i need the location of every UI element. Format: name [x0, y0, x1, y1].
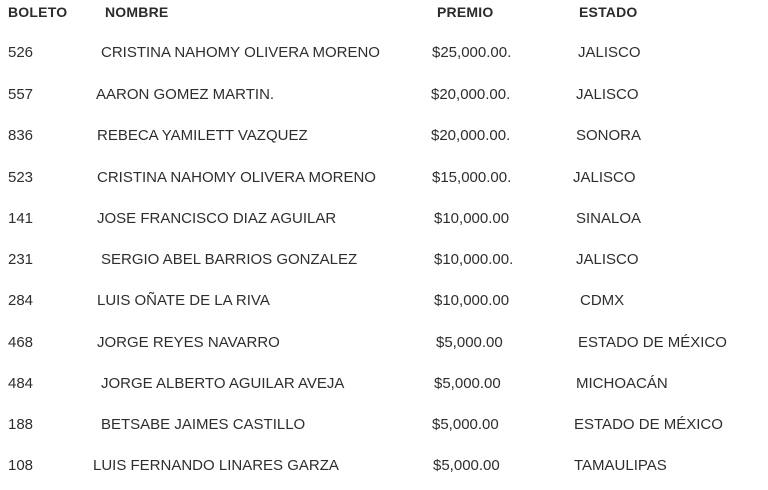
- premio-cell: $15,000.00.: [432, 169, 512, 186]
- header-estado: ESTADO: [579, 4, 638, 20]
- premio-cell: $10,000.00.: [434, 251, 514, 268]
- table-header: [0, 4, 768, 24]
- nombre-cell: JORGE REYES NAVARRO: [97, 334, 280, 351]
- boleto-cell: 284: [8, 292, 34, 309]
- boleto-cell: 836: [8, 127, 34, 144]
- nombre-cell: LUIS OÑATE DE LA RIVA: [97, 292, 270, 309]
- nombre-cell: LUIS FERNANDO LINARES GARZA: [93, 457, 339, 474]
- nombre-cell: JOSE FRANCISCO DIAZ AGUILAR: [97, 210, 337, 227]
- estado-cell: ESTADO DE MÉXICO: [578, 334, 727, 351]
- boleto-cell: 526: [8, 44, 34, 61]
- estado-cell: JALISCO: [578, 44, 641, 61]
- premio-cell: $5,000.00: [436, 334, 503, 351]
- table-row: [0, 457, 768, 479]
- estado-cell: SONORA: [576, 127, 642, 144]
- table-row: [0, 86, 768, 108]
- boleto-cell: 557: [8, 86, 34, 103]
- header-boleto: BOLETO: [8, 4, 68, 20]
- estado-cell: JALISCO: [576, 251, 639, 268]
- premio-cell: $5,000.00: [434, 375, 501, 392]
- premio-cell: $10,000.00: [434, 210, 510, 227]
- boleto-cell: 188: [8, 416, 34, 433]
- table-row: [0, 292, 768, 314]
- nombre-cell: CRISTINA NAHOMY OLIVERA MORENO: [97, 169, 376, 186]
- premio-cell: $25,000.00.: [432, 44, 512, 61]
- table-row: [0, 210, 768, 232]
- header-premio: PREMIO: [437, 4, 494, 20]
- nombre-cell: JORGE ALBERTO AGUILAR AVEJA: [101, 375, 345, 392]
- table-row: [0, 251, 768, 273]
- estado-cell: JALISCO: [576, 86, 639, 103]
- table-row: [0, 44, 768, 66]
- estado-cell: JALISCO: [573, 169, 636, 186]
- table-row: [0, 416, 768, 438]
- premio-cell: $20,000.00.: [431, 86, 511, 103]
- table-row: [0, 334, 768, 356]
- premio-cell: $20,000.00.: [431, 127, 511, 144]
- nombre-cell: CRISTINA NAHOMY OLIVERA MORENO: [101, 44, 380, 61]
- estado-cell: ESTADO DE MÉXICO: [574, 416, 723, 433]
- table-row: [0, 127, 768, 149]
- premio-cell: $10,000.00: [434, 292, 510, 309]
- estado-cell: MICHOACÁN: [576, 375, 668, 392]
- nombre-cell: SERGIO ABEL BARRIOS GONZALEZ: [101, 251, 358, 268]
- estado-cell: SINALOA: [576, 210, 642, 227]
- table-row: [0, 375, 768, 397]
- premio-cell: $5,000.00: [432, 416, 499, 433]
- nombre-cell: AARON GOMEZ MARTIN.: [96, 86, 275, 103]
- boleto-cell: 484: [8, 375, 34, 392]
- premio-cell: $5,000.00: [433, 457, 500, 474]
- boleto-cell: 468: [8, 334, 34, 351]
- boleto-cell: 108: [8, 457, 34, 474]
- header-nombre: NOMBRE: [105, 4, 169, 20]
- boleto-cell: 523: [8, 169, 34, 186]
- nombre-cell: BETSABE JAIMES CASTILLO: [101, 416, 306, 433]
- nombre-cell: REBECA YAMILETT VAZQUEZ: [97, 127, 308, 144]
- estado-cell: TAMAULIPAS: [574, 457, 667, 474]
- estado-cell: CDMX: [580, 292, 625, 309]
- table-row: [0, 169, 768, 191]
- boleto-cell: 141: [8, 210, 34, 227]
- boleto-cell: 231: [8, 251, 34, 268]
